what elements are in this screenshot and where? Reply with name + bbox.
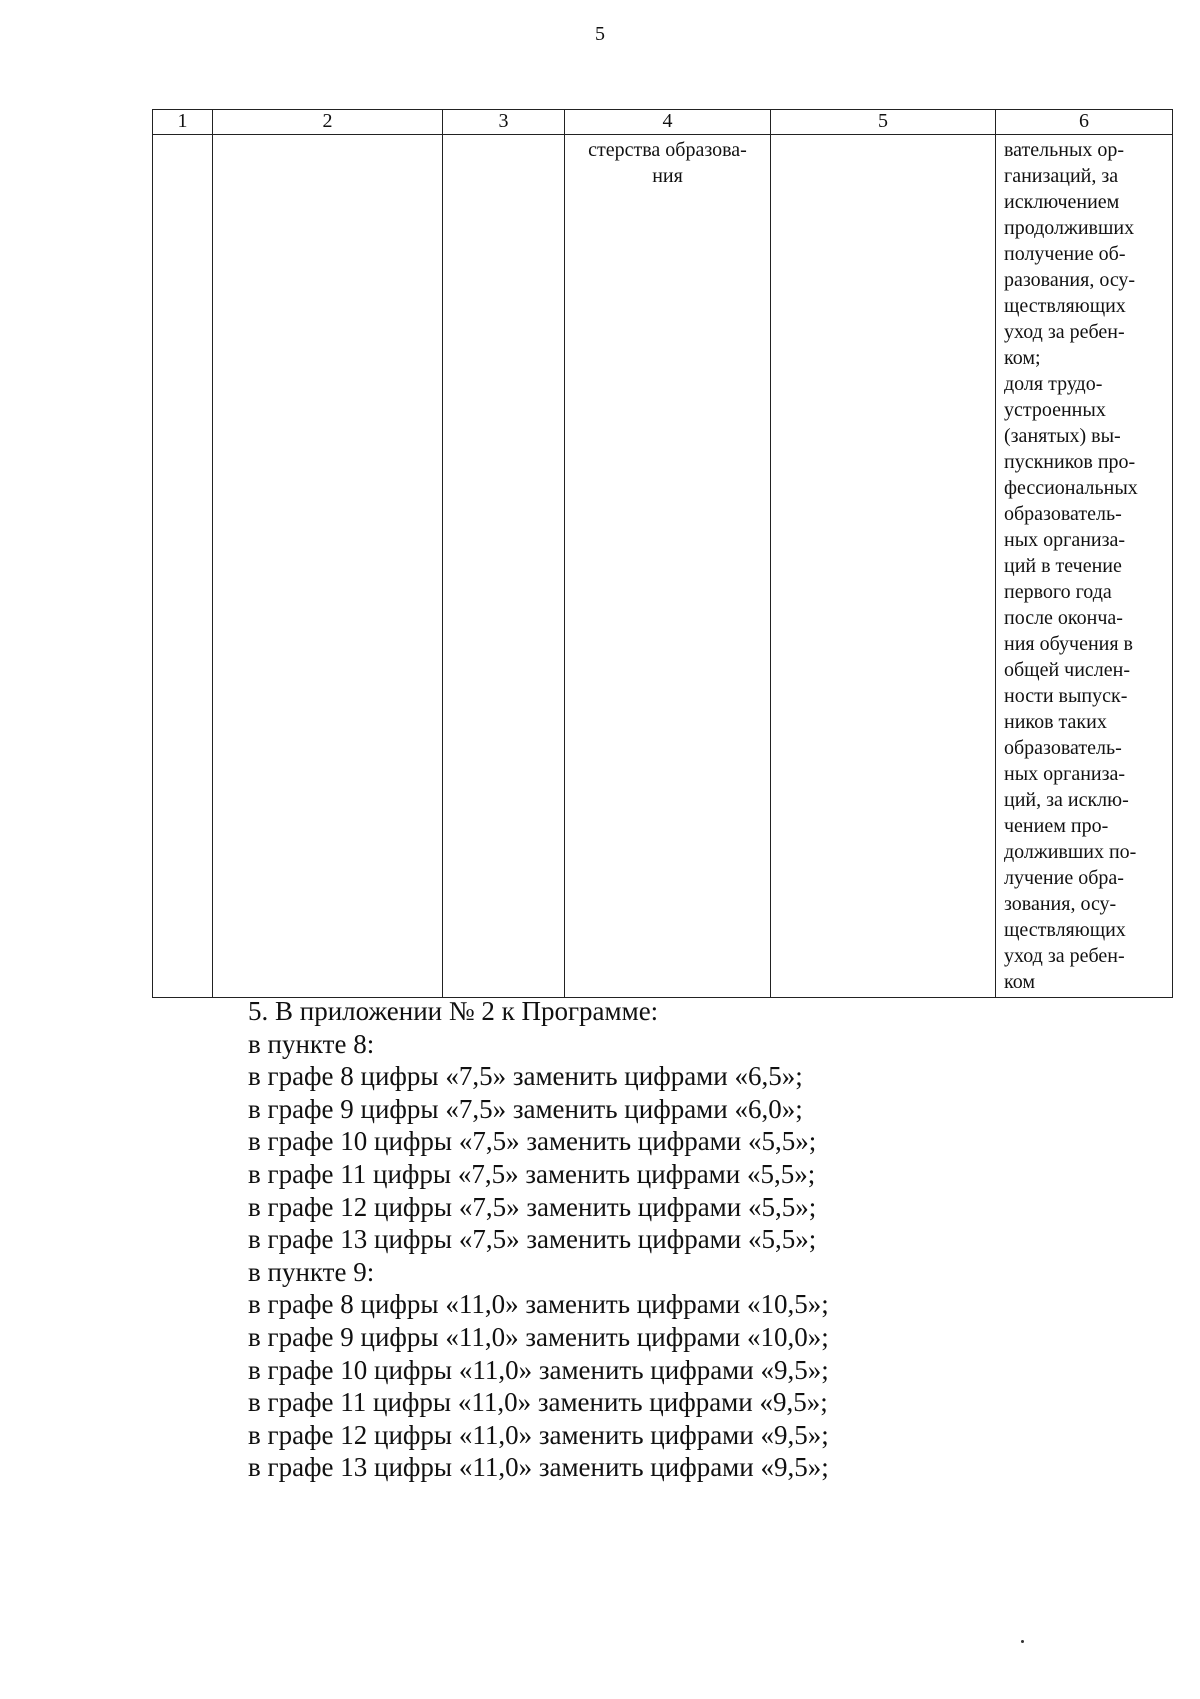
amendment-line: в графе 11 цифры «7,5» заменить цифрами «5,5»; (248, 1158, 816, 1189)
amendment-line: в графе 8 цифры «7,5» заменить цифрами «6,5»; (248, 1061, 803, 1092)
amendment-line: в графе 10 цифры «11,0» заменить цифрами «9,5»; (248, 1354, 829, 1385)
column-header-2: 2 (213, 110, 443, 135)
amendments-text (248, 995, 1148, 1484)
page-number: 5 (595, 23, 605, 45)
table-cell-col2 (213, 135, 443, 998)
amendment-line: в графе 12 цифры «7,5» заменить цифрами «5,5»; (248, 1191, 817, 1222)
table-cell-col5 (771, 135, 996, 998)
amendment-line: в пункте 8: (248, 1028, 375, 1059)
table-header-row (153, 110, 1173, 135)
column-header-4: 4 (565, 110, 771, 135)
amendment-heading: 5. В приложении № 2 к Программе: (248, 996, 659, 1026)
column-header-6: 6 (996, 110, 1173, 135)
amendment-line: в графе 11 цифры «11,0» заменить цифрами «9,5»; (248, 1387, 828, 1418)
amendment-line: в графе 13 цифры «7,5» заменить цифрами «5,5»; (248, 1224, 817, 1255)
amendment-line: в графе 10 цифры «7,5» заменить цифрами «5,5»; (248, 1126, 817, 1157)
column-header-3: 3 (443, 110, 565, 135)
cell-text-col4: стерства образова- ния (588, 139, 747, 187)
table-cell-col3 (443, 135, 565, 998)
amendment-line: в графе 13 цифры «11,0» заменить цифрами «9,5»; (248, 1452, 829, 1483)
amendment-line: в графе 8 цифры «11,0» заменить цифрами «10,5»; (248, 1289, 829, 1320)
column-header-1: 1 (153, 110, 213, 135)
amendment-line: в пункте 9: (248, 1256, 375, 1287)
table-cell-col1 (153, 135, 213, 998)
cell-text-col6: вательных ор- ганизаций, за исключением продолживших получение об- разования, осу- ществляющих уход за ребен- ком; доля трудо- устроенных (занятых) вы- пускников про- фессиональных образователь- ных организа- ций в течение первого года после оконча- ния обучения в общей числен- ности выпуск- ников таких образователь- ных организа- ций, за исклю- чением про- долживших по- лучение обра- зования, осу- ществляющих уход за ребен- ком (1004, 139, 1138, 993)
amendment-line: в графе 12 цифры «11,0» заменить цифрами «9,5»; (248, 1419, 829, 1450)
document-table (152, 109, 1173, 998)
table-cell-col6 (996, 135, 1173, 998)
table-cell-col4 (565, 135, 771, 998)
amendment-line: в графе 9 цифры «7,5» заменить цифрами «6,0»; (248, 1093, 803, 1124)
amendment-line: в графе 9 цифры «11,0» заменить цифрами «10,0»; (248, 1321, 829, 1352)
column-header-5: 5 (771, 110, 996, 135)
table-row (153, 135, 1173, 998)
scan-speck (1021, 1640, 1024, 1643)
